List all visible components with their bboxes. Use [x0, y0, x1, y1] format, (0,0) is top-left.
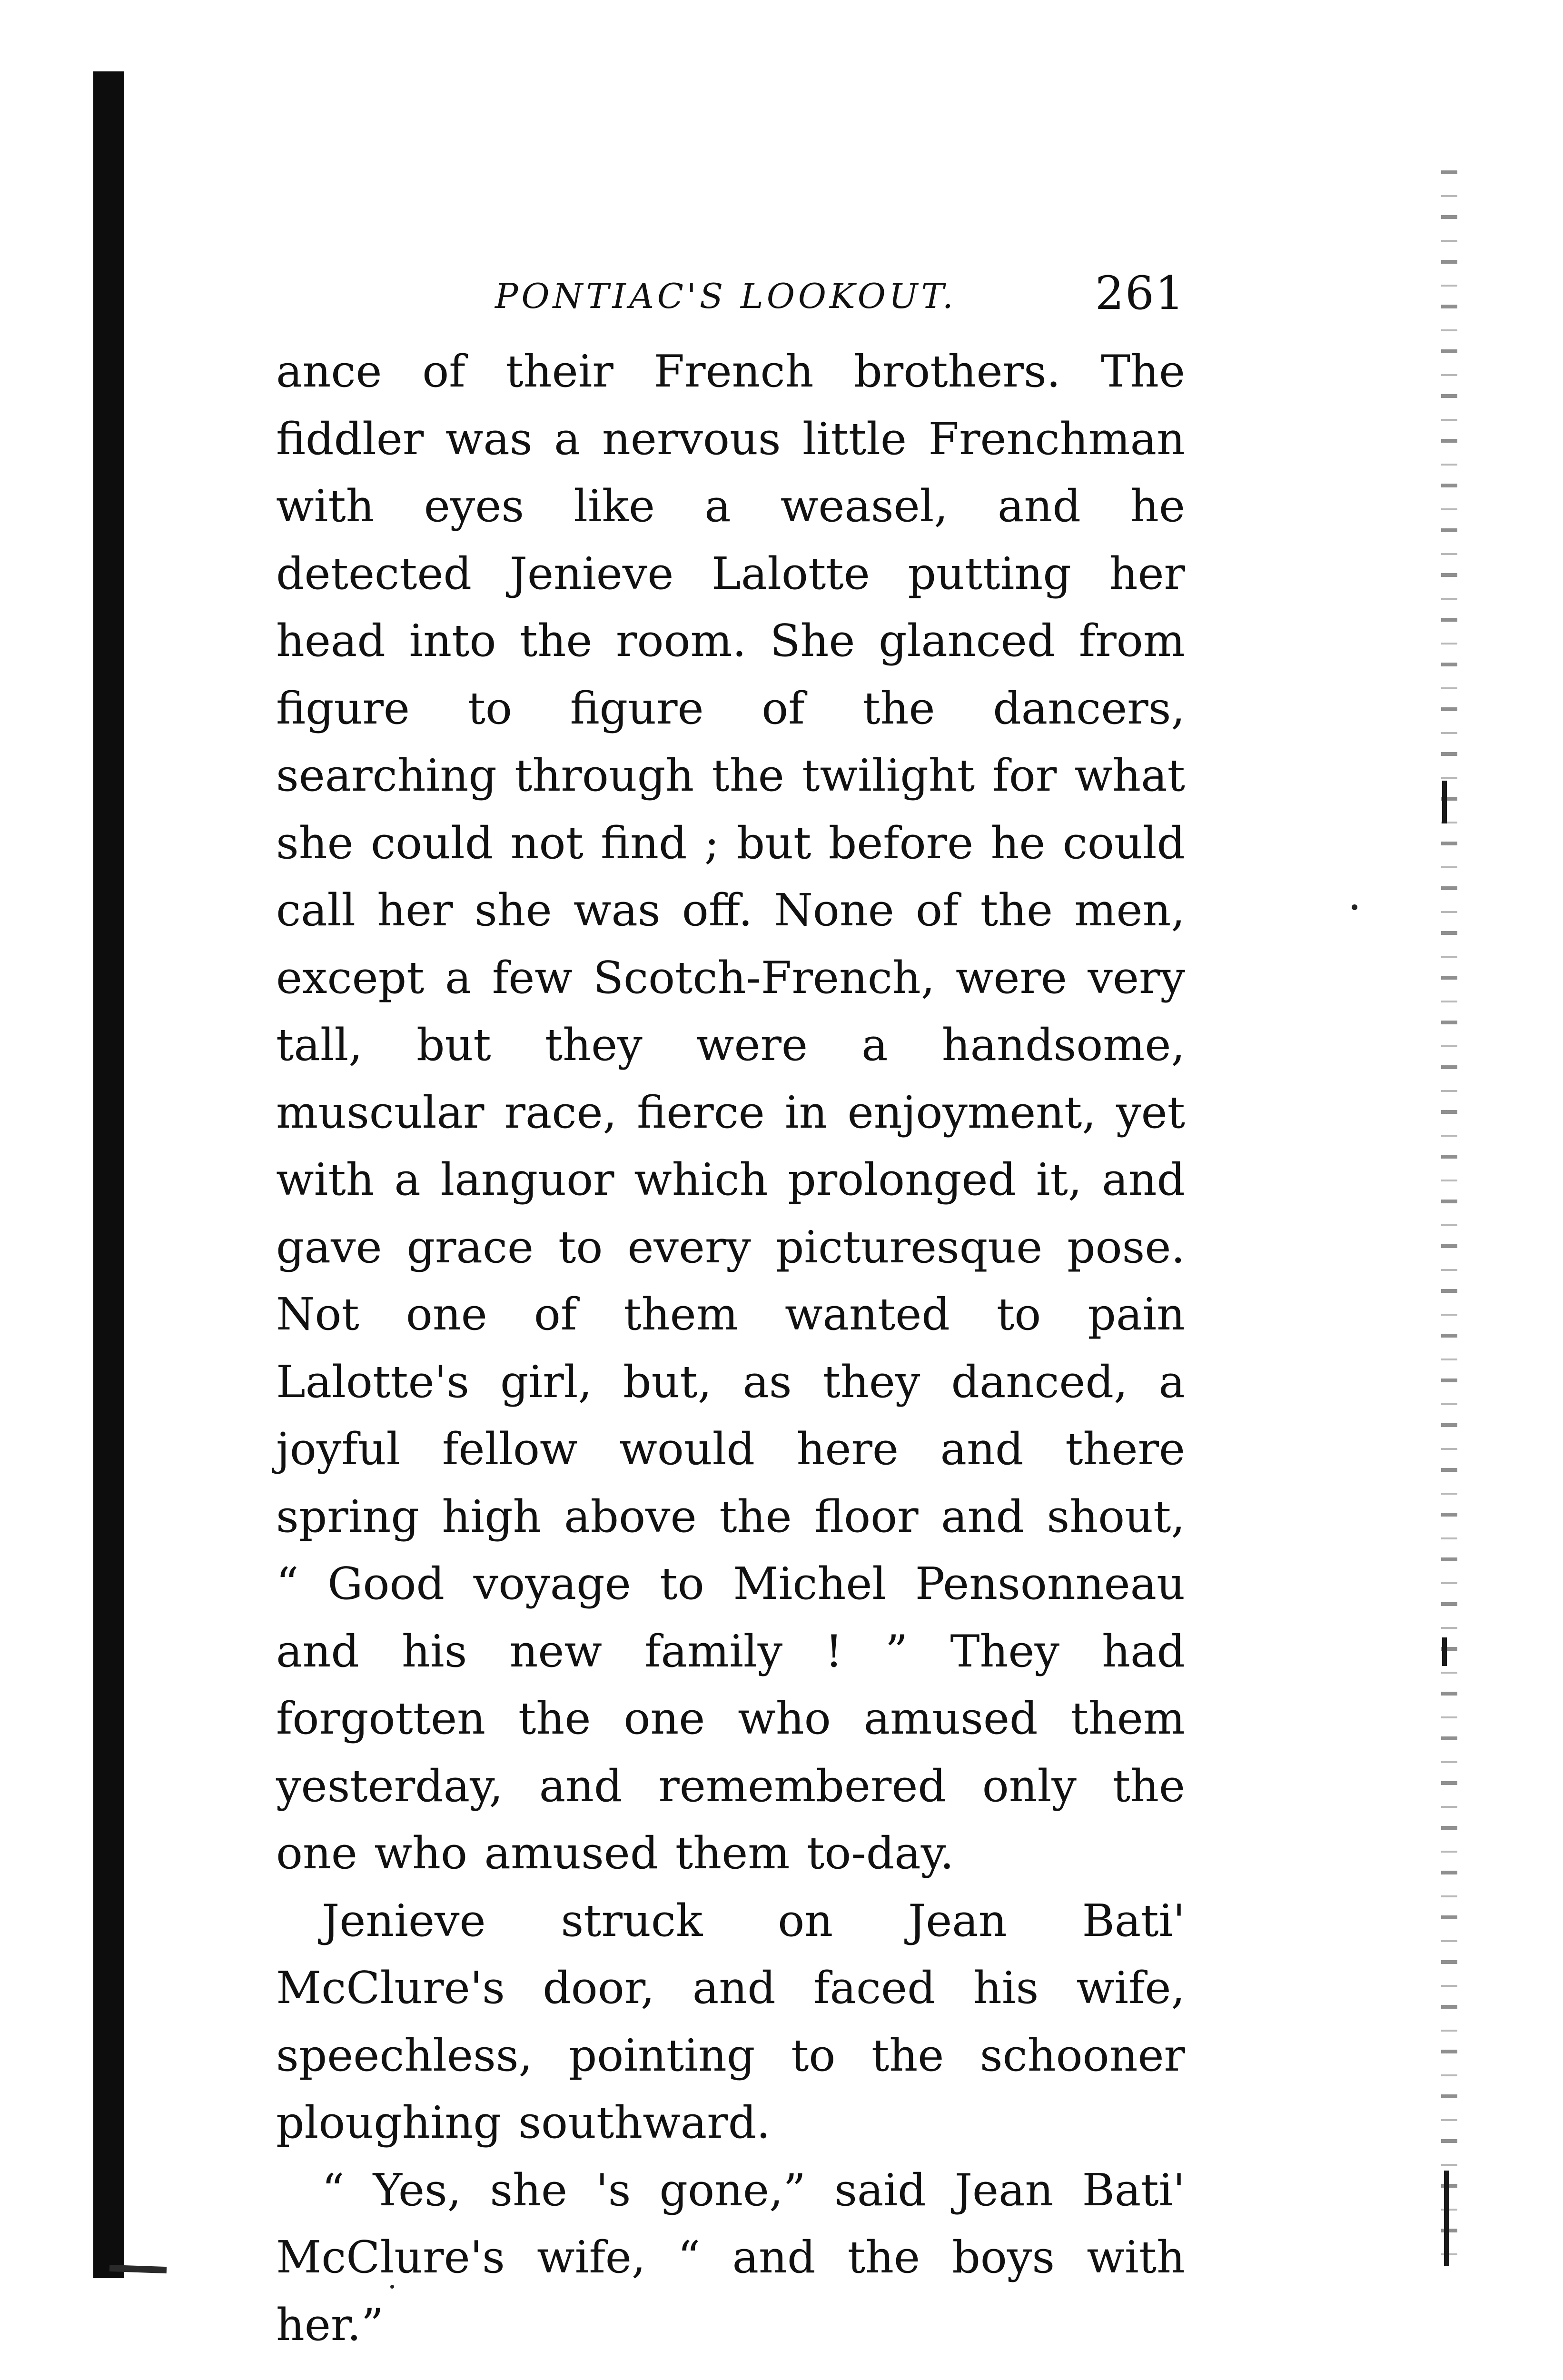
print-speck — [1352, 904, 1357, 910]
page-number: 261 — [1095, 267, 1185, 320]
running-header — [276, 267, 1185, 338]
body-text — [276, 338, 1185, 2359]
running-title: PONTIAC'S LOOKOUT. — [495, 276, 957, 316]
paragraph: “ Yes, she 's gone,” said Jean Bati' McClure's wife, “ and the boys with her.” — [276, 2164, 1185, 2350]
book-page — [276, 267, 1185, 2359]
paragraph: Jenieve struck on Jean Bati' McClure's door, and faced his wife, speechless, pointing to the schooner ploughing southward. — [276, 1894, 1185, 2148]
page-gutter-shadow — [1441, 152, 1457, 2256]
gutter-mark — [1444, 2171, 1449, 2266]
book-binding-edge — [93, 71, 124, 2278]
paragraph: ance of their French brothers. The fiddler was a nervous little Frenchman with eyes like a weasel, and he detected Jenieve Lalotte putting her head into the room. She glanced from figure to figure of the dancers, searching through the twilight for what she could not find ; but before he could call her she was off. None of the men, except a few Scotch-French, were very tall, but they were a handsome, muscular race, fierce in enjoyment, yet with a languor which prolonged it, and gave grace to every picturesque pose. Not one of them wanted to pain Lalotte's girl, but, as they danced, a joyful fellow would here and there spring high above the floor and shout, “ Good voyage to Michel Pensonneau and his new family ! ” They had forgotten the one who amused them yesterday, and remembered only the one who amused them to-day. — [276, 346, 1185, 1879]
gutter-mark — [1442, 1637, 1447, 1666]
gutter-mark — [1442, 781, 1447, 823]
